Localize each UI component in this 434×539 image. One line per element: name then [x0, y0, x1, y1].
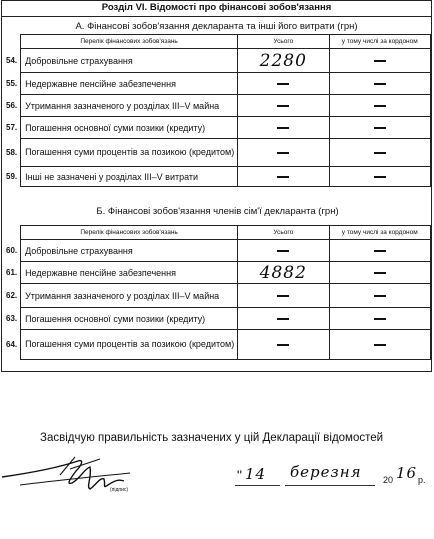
- dash-mark: [374, 344, 386, 345]
- row-number: 62.: [6, 291, 18, 300]
- row-total: [238, 117, 329, 139]
- dash-mark: [374, 152, 386, 153]
- part-a-header-row: [6, 35, 431, 49]
- row-label: Інші не зазначені у розділах ІІІ–V витрати: [21, 167, 238, 187]
- row-number: 61.: [6, 268, 18, 277]
- dash-mark: [374, 250, 386, 251]
- table-row: [6, 73, 431, 95]
- row-number: 57.: [6, 123, 18, 132]
- table-row: [6, 262, 431, 284]
- row-total: [238, 240, 329, 262]
- row-number: 59.: [6, 172, 18, 181]
- table-row: [6, 117, 431, 139]
- dash-mark: [277, 295, 289, 296]
- dash-mark: [374, 83, 386, 84]
- header-item: Перелік фінансових зобов'язань: [21, 35, 238, 49]
- dash-mark: [374, 176, 386, 177]
- dash-mark: [277, 318, 289, 319]
- row-label: Недержавне пенсійне забезпечення: [21, 262, 238, 284]
- dash-mark: [277, 250, 289, 251]
- row-abroad: [329, 240, 431, 262]
- row-abroad: [329, 139, 431, 167]
- row-abroad: [329, 95, 431, 117]
- part-b-title: Б. Фінансові зобов'язання членів сім'ї декларанта (грн): [96, 206, 339, 217]
- dash-mark: [277, 83, 289, 84]
- row-total: [238, 139, 329, 167]
- year-suffix: 16: [396, 464, 418, 482]
- row-abroad: [329, 308, 431, 330]
- table-row: [6, 284, 431, 308]
- row-label: Погашення суми процентів за позикою (кредитом): [21, 139, 238, 167]
- part-a-title: А. Фінансові зобов'язання декларанта та інші його витрати (грн): [75, 21, 358, 32]
- row-abroad: [329, 284, 431, 308]
- year-abbr: р.: [418, 475, 426, 485]
- row-total: [238, 308, 329, 330]
- row-number: 64.: [6, 340, 18, 349]
- date-month-line: [285, 485, 375, 486]
- dash-mark: [374, 127, 386, 128]
- row-number: 55.: [6, 79, 18, 88]
- header-total: Усього: [238, 226, 329, 240]
- table-row: [6, 49, 431, 73]
- header-item: Перелік фінансових зобов'язань: [21, 226, 238, 240]
- row-total: [238, 284, 329, 308]
- row-total: [238, 49, 329, 73]
- row-total: [238, 167, 329, 187]
- header-total: Усього: [238, 35, 329, 49]
- row-abroad: [329, 49, 431, 73]
- table-row: [6, 308, 431, 330]
- signature-row: [0, 455, 434, 495]
- certification-text: Засвідчую правильність зазначених у цій Декларації відомостей: [40, 432, 384, 444]
- part-b-header-row: [6, 226, 431, 240]
- row-total: [238, 73, 329, 95]
- header-abroad: у тому числі за кордоном: [329, 35, 431, 49]
- date-open-quote: ": [237, 467, 242, 483]
- row-abroad: [329, 330, 431, 360]
- dash-mark: [374, 295, 386, 296]
- year-prefix: 20: [383, 475, 394, 485]
- part-b-table: [6, 225, 431, 360]
- part-a-table: [6, 34, 431, 187]
- row-label: Добровільне страхування: [21, 49, 238, 73]
- dash-mark: [277, 152, 289, 153]
- row-label: Погашення основної суми позики (кредиту): [21, 308, 238, 330]
- row-abroad: [329, 262, 431, 284]
- row-label: Погашення суми процентів за позикою (кредитом): [21, 330, 238, 360]
- handwritten-amount: 2280: [259, 50, 307, 71]
- date-day: 14: [245, 465, 267, 483]
- row-number: 56.: [6, 101, 18, 110]
- row-number: 60.: [6, 246, 18, 255]
- dash-mark: [277, 105, 289, 106]
- row-abroad: [329, 117, 431, 139]
- row-label: Утримання зазначеного у розділах ІІІ–V майна: [21, 95, 238, 117]
- handwritten-signature: [0, 455, 160, 495]
- row-number: 58.: [6, 148, 18, 157]
- dash-mark: [374, 60, 386, 61]
- row-total: [238, 262, 329, 284]
- row-abroad: [329, 167, 431, 187]
- row-number: 63.: [6, 314, 18, 323]
- table-row: [6, 95, 431, 117]
- row-abroad: [329, 73, 431, 95]
- row-label: Утримання зазначеного у розділах ІІІ–V майна: [21, 284, 238, 308]
- table-row: [6, 139, 431, 167]
- dash-mark: [374, 318, 386, 319]
- section-frame: [1, 0, 432, 372]
- handwritten-amount: 4882: [259, 262, 307, 283]
- row-total: [238, 330, 329, 360]
- dash-mark: [277, 344, 289, 345]
- date-day-line: [235, 485, 280, 486]
- row-number: 54.: [6, 56, 18, 65]
- row-total: [238, 95, 329, 117]
- dash-mark: [277, 127, 289, 128]
- dash-mark: [277, 176, 289, 177]
- table-row: [6, 240, 431, 262]
- row-label: Добровільне страхування: [21, 240, 238, 262]
- row-label: Недержавне пенсійне забезпечення: [21, 73, 238, 95]
- table-row: [6, 330, 431, 360]
- signature-caption: (підпис): [110, 487, 129, 493]
- table-row: [6, 167, 431, 187]
- header-abroad: у тому числі за кордоном: [329, 226, 431, 240]
- row-label: Погашення основної суми позики (кредиту): [21, 117, 238, 139]
- dash-mark: [374, 105, 386, 106]
- section-title: Розділ VI. Відомості про фінансові зобов'язання: [2, 1, 431, 17]
- date-month: березня: [290, 463, 362, 481]
- dash-mark: [374, 272, 386, 273]
